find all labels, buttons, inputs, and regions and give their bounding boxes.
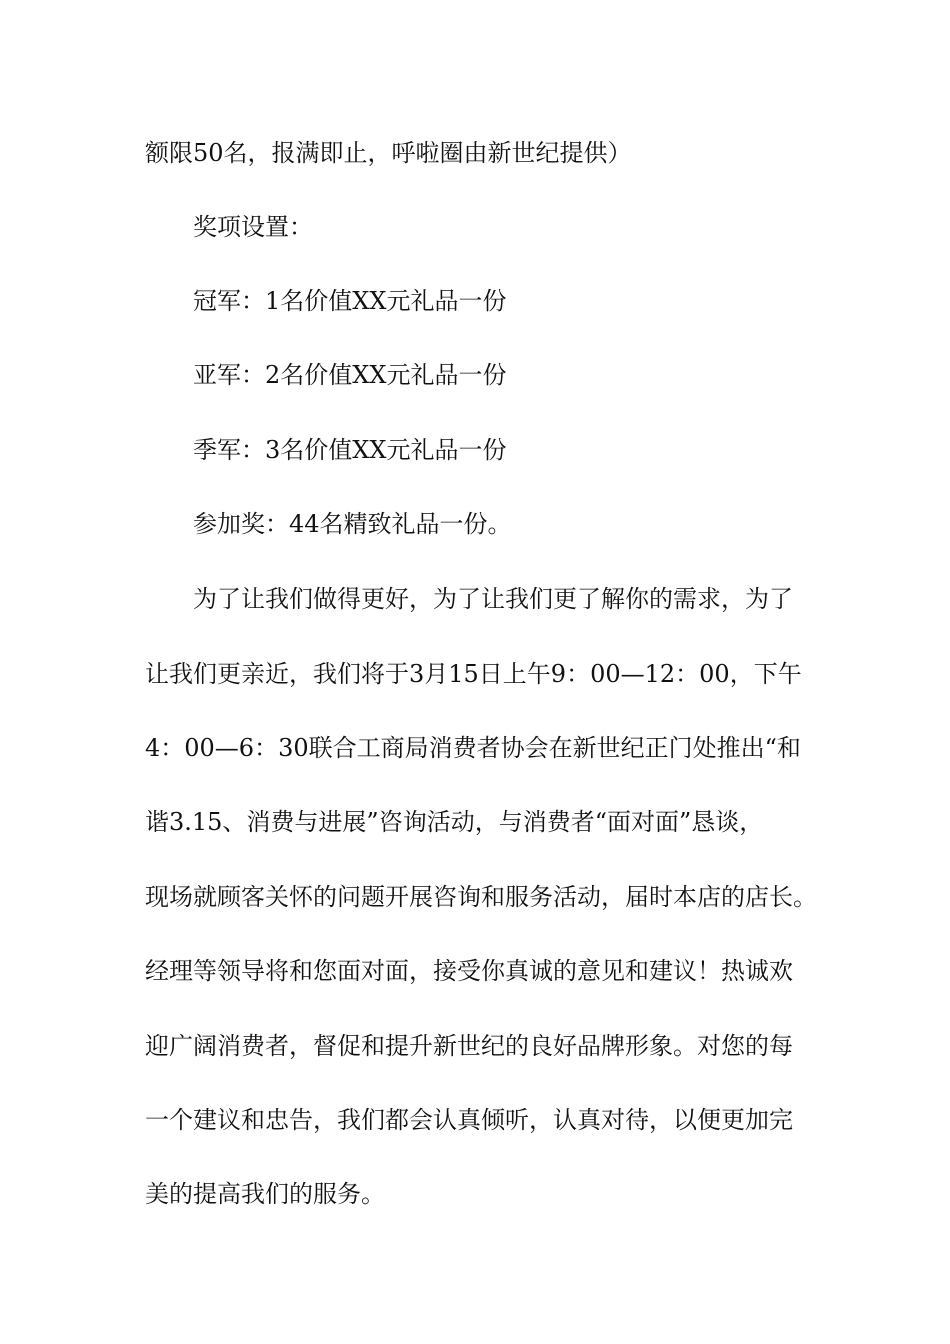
text-line-12: 经理等领导将和您面对面，接受你真诚的意见和建议！热诚欢: [145, 957, 793, 985]
text-line-4: 亚军：2名价值XX元礼品一份: [193, 361, 507, 389]
text-line-1: 额限50名，报满即止，呼啦圈由新世纪提供）: [145, 139, 632, 167]
text-line-13: 迎广阔消费者，督促和提升新世纪的良好品牌形象。对您的每: [145, 1032, 793, 1060]
text-line-2: 奖项设置：: [193, 213, 313, 241]
text-line-8: 让我们更亲近，我们将于3月15日上午9：00—12：00，下午: [145, 660, 802, 688]
text-line-9: 4：00—6：30联合工商局消费者协会在新世纪正门处推出“和: [145, 734, 801, 762]
text-line-5: 季军：3名价值XX元礼品一份: [193, 436, 507, 464]
text-line-10: 谐3.15、消费与进展”咨询活动，与消费者“面对面”恳谈，: [145, 808, 764, 836]
text-line-6: 参加奖：44名精致礼品一份。: [193, 510, 512, 538]
text-line-7: 为了让我们做得更好，为了让我们更了解你的需求，为了: [193, 585, 793, 613]
text-line-15: 美的提高我们的服务。: [145, 1180, 385, 1208]
text-line-11: 现场就顾客关怀的问题开展咨询和服务活动，届时本店的店长。: [145, 883, 817, 911]
text-line-14: 一个建议和忠告，我们都会认真倾听，认真对待，以便更加完: [145, 1106, 793, 1134]
text-line-3: 冠军：1名价值XX元礼品一份: [193, 287, 507, 315]
